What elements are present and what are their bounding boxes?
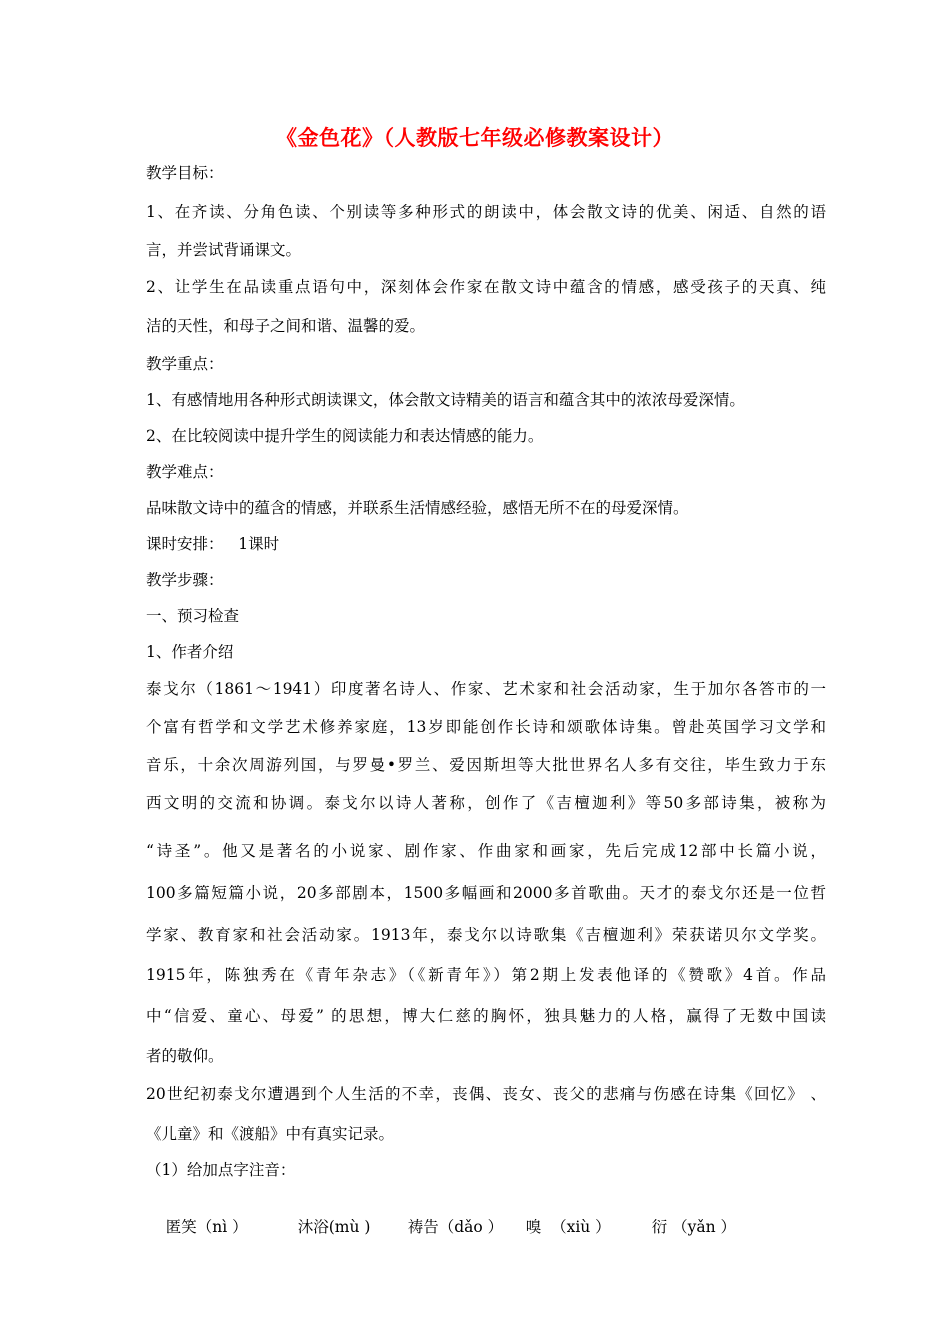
paragraph-line: 学家、教育家和社会活动家。1913年，泰戈尔以诗歌集《吉檀迦利》荣获诺贝尔文学奖。 — [146, 926, 826, 944]
paragraph-line: 个富有哲学和文学艺术修养家庭，13岁即能创作长诗和颂歌体诗集。曾赴英国学习文学和 — [146, 718, 826, 736]
paragraph-line: 20世纪初泰戈尔遭遇到个人生活的不幸，丧偶、丧女、丧父的悲痛与伤感在诗集《回忆》 、 — [146, 1085, 826, 1103]
pinyin-item: 衍 （yǎn ） — [651, 1218, 737, 1236]
pinyin-item: 祷告（dǎo ） — [407, 1218, 504, 1236]
paragraph-line: 1915年，陈独秀在《青年杂志》（《新青年》）第2期上发表他译的《赞歌》4首。作品 — [146, 966, 826, 984]
heading-key-points: 教学重点： — [146, 355, 224, 373]
paragraph-line: 100多篇短篇小说，20多部剧本，1500多幅画和2000多首歌曲。天才的泰戈尔还是一位哲 — [146, 884, 826, 902]
paragraph-line: 泰戈尔（1861～1941）印度著名诗人、作家、艺术家和社会活动家，生于加尔各答市的一 — [146, 680, 826, 698]
paragraph-line: 言，并尝试背诵课文。 — [146, 241, 302, 259]
paragraph-line: 音乐，十余次周游列国，与罗曼•罗兰、爱因斯坦等大批世界名人多有交往，毕生致力于东 — [146, 756, 826, 774]
heading-teaching-goals: 教学目标： — [146, 164, 224, 182]
heading-steps: 教学步骤： — [146, 571, 224, 589]
schedule-line: 课时安排： 1课时 — [146, 535, 280, 553]
exercise-heading: （1）给加点字注音： — [146, 1161, 296, 1179]
paragraph-line: 2、让学生在品读重点语句中，深刻体会作家在散文诗中蕴含的情感，感受孩子的天真、纯 — [146, 278, 826, 296]
paragraph-line: 洁的天性，和母子之间和谐、温馨的爱。 — [146, 317, 426, 335]
paragraph-line: 1、有感情地用各种形式朗读课文，体会散文诗精美的语言和蕴含其中的浓浓母爱深情。 — [146, 391, 745, 409]
heading-difficulties: 教学难点： — [146, 463, 224, 481]
document-title: 《金色花》（人教版七年级必修教案设计） — [276, 125, 674, 150]
paragraph-line: 品味散文诗中的蕴含的情感，并联系生活情感经验，感悟无所不在的母爱深情。 — [146, 499, 689, 517]
pinyin-item: 沐浴(mù ) — [297, 1218, 371, 1236]
pinyin-exercise-row — [146, 1197, 826, 1257]
paragraph-line: “诗圣”。他又是著名的小说家、剧作家、作曲家和画家，先后完成12部中长篇小说， — [146, 842, 826, 860]
paragraph-line: 《儿童》和《渡船》中有真实记录。 — [146, 1125, 395, 1143]
pinyin-item: 嗅 （xiù ） — [525, 1218, 611, 1236]
paragraph-line: 西文明的交流和协调。泰戈尔以诗人著称，创作了《吉檀迦利》等50多部诗集，被称为 — [146, 794, 826, 812]
paragraph-line: 中“信爱、童心、母爱” 的思想，博大仁慈的胸怀，独具魅力的人格，赢得了无数中国读 — [146, 1007, 826, 1025]
paragraph-line: 1、在齐读、分角色读、个别读等多种形式的朗读中，体会散文诗的优美、闲适、自然的语 — [146, 203, 826, 221]
paragraph-line: 者的敬仰。 — [146, 1047, 224, 1065]
section-heading: 一、预习检查 — [146, 607, 240, 625]
subsection-heading: 1、作者介绍 — [146, 643, 234, 661]
pinyin-item: 匿笑（nì ） — [165, 1218, 248, 1236]
paragraph-line: 2、在比较阅读中提升学生的阅读能力和表达情感的能力。 — [146, 427, 544, 445]
